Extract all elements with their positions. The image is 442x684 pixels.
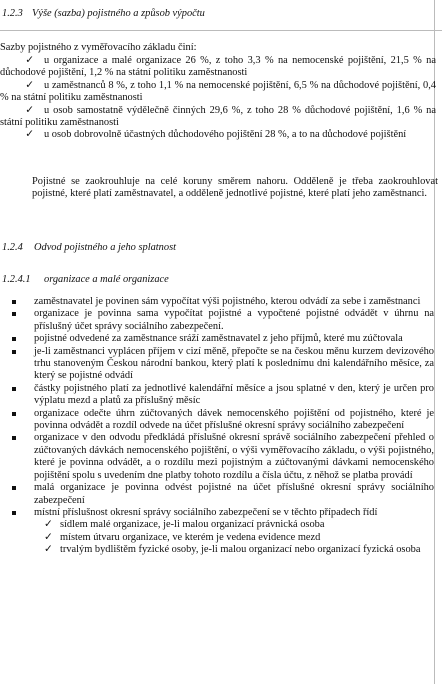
list-item-text: organizace v den odvodu předkládá příslušné okresní správě sociálního zabezpečení přehled o zúčtovaných dávkách nemocenského pojištění, o výši vyměřovacího základu, o výši pojistného, které je povinna odvádět, a o rozdílu mezi pojistným a zúčtovanými dávkami nemocenského pojištění spolu s uvedením dne platby tohoto rozdílu a čísla účtu, z něhož se platba provádí [34, 432, 434, 481]
list-item [0, 296, 440, 308]
check-icon: ✓ [25, 129, 34, 141]
sub-list-item [34, 532, 434, 544]
bullet-icon [12, 337, 16, 341]
check-icon: ✓ [44, 531, 53, 543]
bullet-icon [12, 412, 16, 416]
sub-list-item-text: sídlem malé organizace, je-li malou organizací právnická osoba [60, 519, 325, 531]
list-item [0, 333, 440, 345]
list-item [0, 383, 440, 408]
section-heading-1-2-4-1 [0, 274, 440, 286]
bullet-icon [12, 387, 16, 391]
check-icon: ✓ [25, 79, 34, 91]
section-title: Odvod pojistného a jeho splatnost [34, 242, 176, 253]
list-item-text: organizace odečte úhrn zúčtovaných dávek nemocenského pojištění od pojistného, které je povinna odvádět a rozdíl odvede na účet příslušné okresní správy sociálního zabezpečení [34, 407, 434, 432]
rate-text: u osob dobrovolně účastných důchodového pojištění 28 %, a to na důchodové pojištění [44, 129, 407, 141]
rounding-note-text: Pojistné se zaokrouhluje na celé koruny směrem nahoru. Odděleně je třeba zaokrouhlovat pojistné, které platí zaměstnavatel, a odděleně jednotlivé pojistné, které platí jeho zaměstnanci. [32, 176, 438, 200]
rate-text: u organizace a malé organizace 26 %, z toho 3,3 % na nemocenské pojištění, 21,5 % na důchodové pojištění, 1,2 % na státní politiku zaměstnanosti [0, 55, 436, 79]
list-item [0, 507, 440, 557]
rate-text: u osob samostatně výdělečně činných 29,6 %, z toho 28 % důchodové pojištění, 1,6 % na státní politiku zaměstnanosti [0, 104, 436, 129]
check-icon: ✓ [44, 544, 53, 556]
check-icon: ✓ [25, 104, 34, 116]
rates-list [0, 55, 436, 142]
bullet-icon [12, 350, 16, 354]
section-number: 1.2.4.1 [2, 274, 31, 285]
rate-item [0, 105, 436, 130]
check-icon: ✓ [44, 519, 53, 531]
rates-intro [0, 42, 440, 54]
check-icon: ✓ [25, 55, 34, 66]
rate-text: u zaměstnanců 8 %, z toho 1,1 % na nemocenské pojištění, 6,5 % na důchodové pojištění, 0,4 % na státní politiku zaměstnanosti [0, 79, 436, 104]
list-item-text: malá organizace je povinna odvést pojistné na účet příslušné okresní správy sociálního zabezpečení [34, 482, 434, 506]
list-item-text: částky pojistného platí za jednotlivé kalendářní měsíce a jsou splatné v den, který je určen pro výplatu mezd a platů za příslušný měsíc [34, 382, 434, 407]
jurisdiction-sublist [34, 519, 434, 556]
rate-item [0, 80, 436, 105]
rates-intro-text: Sazby pojistného z vyměřovacího základu činí: [0, 42, 197, 53]
list-item-text: pojistné odvedené za zaměstnance sráží zaměstnavatel z jeho příjmů, které mu zúčtovala [34, 333, 403, 345]
sub-list-item [34, 519, 434, 531]
rate-item [0, 55, 436, 80]
obligations-list [0, 296, 440, 557]
section-heading-1-2-3 [0, 8, 440, 20]
list-item [0, 432, 440, 482]
section-number: 1.2.4 [2, 242, 23, 253]
list-item [0, 482, 440, 507]
list-item-text: je-li zaměstnanci vyplácen příjem v cizí měně, přepočte se na českou měnu kurzem devizového trhu stanoveným Českou národní bankou, který platí k poslednímu dni kalendářního měsíce, za který se pojistné odvádí [34, 345, 434, 382]
bullet-icon [12, 300, 16, 304]
bullet-icon [12, 312, 16, 316]
list-item-text: místní příslušnost okresní správy sociálního zabezpečení se v těchto případech řídí [34, 506, 378, 518]
rounding-note [0, 176, 442, 201]
list-item [0, 346, 440, 383]
sub-list-item [34, 544, 434, 556]
rate-item [0, 129, 436, 141]
section-number: 1.2.3 [2, 8, 23, 19]
list-item [0, 408, 440, 433]
section-title: Výše (sazba) pojistného a způsob výpočtu [32, 8, 205, 19]
bullet-icon [12, 486, 16, 490]
sub-list-item-text: trvalým bydlištěm fyzické osoby, je-li malou organizací nebo organizací fyzická osoba [60, 544, 421, 556]
list-item-text: organizace je povinna sama vypočítat pojistné a vypočtené pojistné odvádět v úhrnu na příslušný účet správy sociálního zabezpečení. [34, 308, 434, 332]
section-title: organizace a malé organizace [44, 274, 169, 285]
sub-list-item-text: místem útvaru organizace, ve kterém je vedena evidence mezd [60, 531, 321, 543]
bullet-icon [12, 511, 16, 515]
list-item-text: zaměstnavatel je povinen sám vypočítat výši pojistného, kterou odvádí za sebe i zaměstnanci [34, 296, 421, 307]
bullet-icon [12, 436, 16, 440]
list-item [0, 308, 440, 333]
section-heading-1-2-4 [0, 242, 440, 254]
header-rule [0, 30, 442, 31]
